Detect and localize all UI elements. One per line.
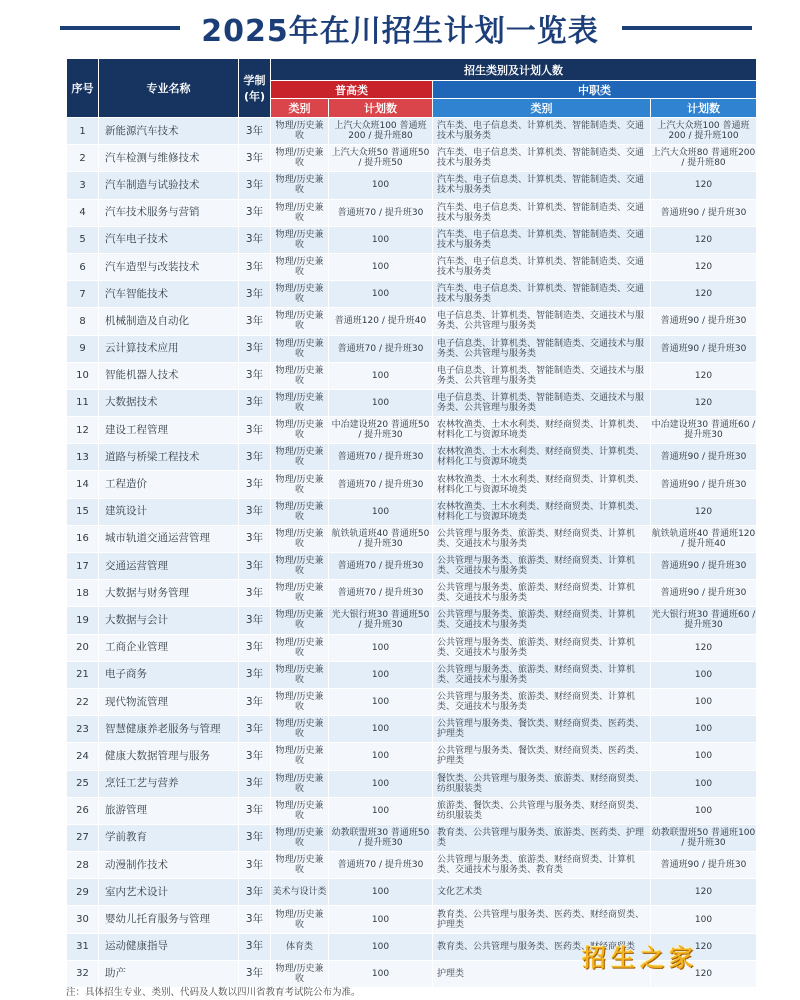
row-number: 10 [67,362,99,389]
zhongzhi-plan: 100 [651,797,757,824]
zhongzhi-category: 公共管理与服务类、餐饮类、财经商贸类、医药类、护理类 [433,743,651,770]
zhongzhi-category: 汽车类、电子信息类、计算机类、智能制造类、交通技术与服务类 [433,118,651,145]
gaokao-category: 美术与设计类 [271,879,329,906]
gaokao-category: 物理/历史兼收 [271,362,329,389]
row-number: 18 [67,580,99,607]
major-name: 工商企业管理 [99,634,239,661]
table-row [67,362,757,389]
major-name: 旅游管理 [99,797,239,824]
zhongzhi-plan: 普通班90 / 提升班30 [651,199,757,226]
zhongzhi-plan: 普通班90 / 提升班30 [651,308,757,335]
table-row [67,145,757,172]
study-years: 3年 [239,281,271,308]
zhongzhi-plan: 上汽大众班100 普通班200 / 提升班100 [651,118,757,145]
major-name: 室内艺术设计 [99,879,239,906]
zhongzhi-plan: 幼教联盟班50 普通班100 / 提升班30 [651,824,757,851]
row-number: 7 [67,281,99,308]
major-name: 大数据技术 [99,389,239,416]
major-name: 云计算技术应用 [99,335,239,362]
gaokao-plan: 普通班70 / 提升班30 [329,852,433,879]
zhongzhi-category: 电子信息类、计算机类、智能制造类、交通技术与服务类、公共管理与服务类 [433,335,651,362]
zhongzhi-plan: 上汽大众班80 普通班200 / 提升班80 [651,145,757,172]
study-years: 3年 [239,498,271,525]
header-no: 序号 [67,59,99,118]
table-row [67,525,757,552]
table-row [67,281,757,308]
gaokao-category: 物理/历史兼收 [271,199,329,226]
zhongzhi-category: 教育类、公共管理与服务类、医药类、财经商贸类、护理类 [433,906,651,933]
zhongzhi-plan: 普通班90 / 提升班30 [651,444,757,471]
row-number: 25 [67,770,99,797]
gaokao-plan: 100 [329,960,433,987]
row-number: 4 [67,199,99,226]
page-title: 2025年在川招生计划一览表 [201,14,599,49]
row-number: 32 [67,960,99,987]
gaokao-category: 物理/历史兼收 [271,688,329,715]
study-years: 3年 [239,634,271,661]
gaokao-plan: 普通班70 / 提升班30 [329,471,433,498]
zhongzhi-category: 汽车类、电子信息类、计算机类、智能制造类、交通技术与服务类 [433,172,651,199]
gaokao-plan: 100 [329,743,433,770]
study-years: 3年 [239,362,271,389]
table-row [67,308,757,335]
zhongzhi-plan: 航铁轨道班40 普通班120 / 提升班40 [651,525,757,552]
zhongzhi-plan: 120 [651,498,757,525]
gaokao-category: 物理/历史兼收 [271,661,329,688]
study-years: 3年 [239,960,271,987]
table-row [67,661,757,688]
enrollment-plan-table [66,58,757,988]
zhongzhi-plan: 100 [651,716,757,743]
major-name: 汽车电子技术 [99,226,239,253]
study-years: 3年 [239,770,271,797]
major-name: 智慧健康养老服务与管理 [99,716,239,743]
row-number: 21 [67,661,99,688]
gaokao-plan: 100 [329,498,433,525]
gaokao-plan: 100 [329,879,433,906]
row-number: 15 [67,498,99,525]
row-number: 19 [67,607,99,634]
major-name: 汽车制造与试验技术 [99,172,239,199]
gaokao-category: 物理/历史兼收 [271,226,329,253]
row-number: 27 [67,824,99,851]
major-name: 新能源汽车技术 [99,118,239,145]
gaokao-plan: 幼教联盟班30 普通班50 / 提升班30 [329,824,433,851]
study-years: 3年 [239,879,271,906]
gaokao-category: 物理/历史兼收 [271,607,329,634]
header-group: 招生类别及计划人数 [271,59,757,81]
table-row [67,580,757,607]
title-rule-right [622,26,752,30]
zhongzhi-category: 公共管理与服务类、旅游类、财经商贸类、计算机类、交通技术与服务类 [433,525,651,552]
row-number: 12 [67,417,99,444]
gaokao-plan: 100 [329,933,433,960]
major-name: 烹饪工艺与营养 [99,770,239,797]
row-number: 23 [67,716,99,743]
footnote: 注：具体招生专业、类别、代码及人数以四川省教育考试院公布为准。 [66,987,361,998]
gaokao-plan: 100 [329,688,433,715]
gaokao-plan: 普通班70 / 提升班30 [329,335,433,362]
table-row [67,253,757,280]
gaokao-plan: 普通班70 / 提升班30 [329,444,433,471]
zhongzhi-category: 汽车类、电子信息类、计算机类、智能制造类、交通技术与服务类 [433,253,651,280]
gaokao-plan: 100 [329,716,433,743]
study-years: 3年 [239,716,271,743]
zhongzhi-category: 文化艺术类 [433,879,651,906]
gaokao-category: 物理/历史兼收 [271,471,329,498]
gaokao-plan: 普通班70 / 提升班30 [329,199,433,226]
header-gaokao-plan: 计划数 [329,99,433,118]
major-name: 汽车技术服务与营销 [99,199,239,226]
gaokao-category: 体育类 [271,933,329,960]
zhongzhi-plan: 光大银行班30 普通班60 / 提升班30 [651,607,757,634]
zhongzhi-category: 餐饮类、公共管理与服务类、旅游类、财经商贸类、纺织服装类 [433,770,651,797]
study-years: 3年 [239,933,271,960]
row-number: 8 [67,308,99,335]
zhongzhi-category: 农林牧渔类、土木水利类、财经商贸类、计算机类、材料化工与资源环境类 [433,417,651,444]
table-row [67,852,757,879]
study-years: 3年 [239,797,271,824]
gaokao-plan: 100 [329,906,433,933]
gaokao-plan: 上汽大众班100 普通班200 / 提升班80 [329,118,433,145]
table-row [67,607,757,634]
gaokao-plan: 100 [329,362,433,389]
major-name: 动漫制作技术 [99,852,239,879]
study-years: 3年 [239,580,271,607]
zhongzhi-plan: 120 [651,960,757,987]
row-number: 31 [67,933,99,960]
gaokao-plan: 100 [329,634,433,661]
gaokao-category: 物理/历史兼收 [271,417,329,444]
table-row [67,797,757,824]
study-years: 3年 [239,226,271,253]
table-row [67,498,757,525]
major-name: 现代物流管理 [99,688,239,715]
zhongzhi-category: 电子信息类、计算机类、智能制造类、交通技术与服务类、公共管理与服务类 [433,362,651,389]
zhongzhi-category: 农林牧渔类、土木水利类、财经商贸类、计算机类、材料化工与资源环境类 [433,498,651,525]
gaokao-plan: 普通班70 / 提升班30 [329,580,433,607]
gaokao-category: 物理/历史兼收 [271,253,329,280]
gaokao-category: 物理/历史兼收 [271,389,329,416]
gaokao-category: 物理/历史兼收 [271,743,329,770]
header-gaokao-category: 类别 [271,99,329,118]
zhongzhi-category: 汽车类、电子信息类、计算机类、智能制造类、交通技术与服务类 [433,145,651,172]
zhongzhi-category: 公共管理与服务类、餐饮类、财经商贸类、医药类、护理类 [433,716,651,743]
table-row [67,824,757,851]
zhongzhi-category: 汽车类、电子信息类、计算机类、智能制造类、交通技术与服务类 [433,226,651,253]
major-name: 交通运营管理 [99,553,239,580]
gaokao-category: 物理/历史兼收 [271,118,329,145]
table-row [67,417,757,444]
gaokao-category: 物理/历史兼收 [271,580,329,607]
zhongzhi-category: 教育类、公共管理与服务类、医药类、财经商贸类 [433,933,651,960]
gaokao-plan: 100 [329,797,433,824]
zhongzhi-plan: 普通班90 / 提升班30 [651,553,757,580]
zhongzhi-plan: 100 [651,688,757,715]
table-row [67,226,757,253]
study-years: 3年 [239,553,271,580]
major-name: 健康大数据管理与服务 [99,743,239,770]
table-row [67,906,757,933]
gaokao-category: 物理/历史兼收 [271,335,329,362]
table-row [67,172,757,199]
row-number: 5 [67,226,99,253]
gaokao-category: 物理/历史兼收 [271,308,329,335]
zhongzhi-plan: 100 [651,743,757,770]
row-number: 17 [67,553,99,580]
table-row [67,743,757,770]
study-years: 3年 [239,743,271,770]
table-row [67,716,757,743]
gaokao-category: 物理/历史兼收 [271,852,329,879]
gaokao-plan: 中冶建设班20 普通班50 / 提升班30 [329,417,433,444]
title-banner [0,0,800,58]
gaokao-plan: 光大银行班30 普通班50 / 提升班30 [329,607,433,634]
row-number: 22 [67,688,99,715]
zhongzhi-plan: 普通班90 / 提升班30 [651,580,757,607]
gaokao-category: 物理/历史兼收 [271,960,329,987]
study-years: 3年 [239,824,271,851]
zhongzhi-plan: 100 [651,906,757,933]
study-years: 3年 [239,444,271,471]
table-row [67,199,757,226]
row-number: 3 [67,172,99,199]
gaokao-category: 物理/历史兼收 [271,716,329,743]
row-number: 1 [67,118,99,145]
major-name: 婴幼儿托育服务与管理 [99,906,239,933]
zhongzhi-plan: 普通班90 / 提升班30 [651,852,757,879]
zhongzhi-category: 护理类 [433,960,651,987]
major-name: 城市轨道交通运营管理 [99,525,239,552]
major-name: 大数据与会计 [99,607,239,634]
zhongzhi-plan: 120 [651,634,757,661]
header-gaokao: 普高类 [271,81,433,99]
major-name: 汽车检测与维修技术 [99,145,239,172]
zhongzhi-category: 汽车类、电子信息类、计算机类、智能制造类、交通技术与服务类 [433,281,651,308]
table-row [67,879,757,906]
major-name: 运动健康指导 [99,933,239,960]
zhongzhi-category: 公共管理与服务类、旅游类、财经商贸类、计算机类、交通技术与服务类 [433,607,651,634]
zhongzhi-category: 公共管理与服务类、旅游类、财经商贸类、计算机类、交通技术与服务类 [433,634,651,661]
study-years: 3年 [239,335,271,362]
header-zhongzhi-category: 类别 [433,99,651,118]
major-name: 建设工程管理 [99,417,239,444]
zhongzhi-plan: 中冶建设班30 普通班60 / 提升班30 [651,417,757,444]
major-name: 大数据与财务管理 [99,580,239,607]
study-years: 3年 [239,852,271,879]
table-row [67,688,757,715]
header-zhongzhi-plan: 计划数 [651,99,757,118]
study-years: 3年 [239,661,271,688]
row-number: 28 [67,852,99,879]
zhongzhi-category: 公共管理与服务类、旅游类、财经商贸类、计算机类、交通技术与服务类 [433,661,651,688]
zhongzhi-plan: 120 [651,933,757,960]
zhongzhi-plan: 普通班90 / 提升班30 [651,335,757,362]
study-years: 3年 [239,471,271,498]
major-name: 电子商务 [99,661,239,688]
row-number: 26 [67,797,99,824]
study-years: 3年 [239,118,271,145]
zhongzhi-plan: 120 [651,362,757,389]
table-row [67,335,757,362]
study-years: 3年 [239,199,271,226]
major-name: 建筑设计 [99,498,239,525]
header-zhongzhi: 中职类 [433,81,757,99]
zhongzhi-category: 公共管理与服务类、旅游类、财经商贸类、计算机类、交通技术与服务类 [433,553,651,580]
row-number: 16 [67,525,99,552]
zhongzhi-category: 教育类、公共管理与服务类、旅游类、医药类、护理类 [433,824,651,851]
table-row [67,634,757,661]
row-number: 14 [67,471,99,498]
zhongzhi-plan: 120 [651,172,757,199]
gaokao-category: 物理/历史兼收 [271,824,329,851]
major-name: 汽车造型与改装技术 [99,253,239,280]
gaokao-category: 物理/历史兼收 [271,553,329,580]
row-number: 13 [67,444,99,471]
zhongzhi-plan: 120 [651,389,757,416]
major-name: 工程造价 [99,471,239,498]
study-years: 3年 [239,417,271,444]
gaokao-category: 物理/历史兼收 [271,444,329,471]
gaokao-plan: 普通班120 / 提升班40 [329,308,433,335]
zhongzhi-plan: 100 [651,661,757,688]
zhongzhi-category: 农林牧渔类、土木水利类、财经商贸类、计算机类、材料化工与资源环境类 [433,444,651,471]
study-years: 3年 [239,906,271,933]
study-years: 3年 [239,525,271,552]
row-number: 6 [67,253,99,280]
major-name: 智能机器人技术 [99,362,239,389]
zhongzhi-plan: 120 [651,281,757,308]
gaokao-category: 物理/历史兼收 [271,634,329,661]
zhongzhi-category: 汽车类、电子信息类、计算机类、智能制造类、交通技术与服务类 [433,199,651,226]
zhongzhi-plan: 120 [651,879,757,906]
zhongzhi-category: 公共管理与服务类、旅游类、财经商贸类、计算机类、交通技术与服务类 [433,580,651,607]
study-years: 3年 [239,253,271,280]
row-number: 24 [67,743,99,770]
gaokao-category: 物理/历史兼收 [271,145,329,172]
row-number: 2 [67,145,99,172]
study-years: 3年 [239,308,271,335]
gaokao-plan: 100 [329,172,433,199]
gaokao-category: 物理/历史兼收 [271,498,329,525]
gaokao-plan: 100 [329,281,433,308]
table-row [67,770,757,797]
study-years: 3年 [239,688,271,715]
watermark-logo: 招生之家 [582,943,698,972]
major-name: 学前教育 [99,824,239,851]
gaokao-plan: 普通班70 / 提升班30 [329,553,433,580]
row-number: 20 [67,634,99,661]
gaokao-category: 物理/历史兼收 [271,172,329,199]
study-years: 3年 [239,607,271,634]
zhongzhi-plan: 普通班90 / 提升班30 [651,471,757,498]
gaokao-plan: 100 [329,661,433,688]
gaokao-category: 物理/历史兼收 [271,525,329,552]
header-name: 专业名称 [99,59,239,118]
zhongzhi-plan: 100 [651,770,757,797]
table-row [67,553,757,580]
zhongzhi-category: 旅游类、餐饮类、公共管理与服务类、财经商贸类、纺织服装类 [433,797,651,824]
study-years: 3年 [239,389,271,416]
gaokao-plan: 100 [329,389,433,416]
gaokao-plan: 100 [329,253,433,280]
gaokao-category: 物理/历史兼收 [271,281,329,308]
row-number: 30 [67,906,99,933]
gaokao-category: 物理/历史兼收 [271,906,329,933]
row-number: 9 [67,335,99,362]
gaokao-category: 物理/历史兼收 [271,770,329,797]
row-number: 29 [67,879,99,906]
major-name: 机械制造及自动化 [99,308,239,335]
table-row [67,118,757,145]
gaokao-plan: 航铁轨道班40 普通班50 / 提升班30 [329,525,433,552]
zhongzhi-category: 电子信息类、计算机类、智能制造类、交通技术与服务类、公共管理与服务类 [433,308,651,335]
gaokao-category: 物理/历史兼收 [271,797,329,824]
row-number: 11 [67,389,99,416]
gaokao-plan: 100 [329,226,433,253]
zhongzhi-category: 公共管理与服务类、旅游类、财经商贸类、计算机类、交通技术与服务类、教育类 [433,852,651,879]
major-name: 道路与桥梁工程技术 [99,444,239,471]
gaokao-plan: 上汽大众班50 普通班50 / 提升班50 [329,145,433,172]
table-row [67,471,757,498]
study-years: 3年 [239,145,271,172]
gaokao-plan: 100 [329,770,433,797]
study-years: 3年 [239,172,271,199]
major-name: 助产 [99,960,239,987]
zhongzhi-category: 公共管理与服务类、旅游类、财经商贸类、计算机类、交通技术与服务类 [433,688,651,715]
table-row [67,389,757,416]
zhongzhi-plan: 120 [651,253,757,280]
zhongzhi-plan: 120 [651,226,757,253]
table-row [67,444,757,471]
major-name: 汽车智能技术 [99,281,239,308]
zhongzhi-category: 农林牧渔类、土木水利类、财经商贸类、计算机类、材料化工与资源环境类 [433,471,651,498]
header-years: 学制(年) [239,59,271,118]
zhongzhi-category: 电子信息类、计算机类、智能制造类、交通技术与服务类、公共管理与服务类 [433,389,651,416]
